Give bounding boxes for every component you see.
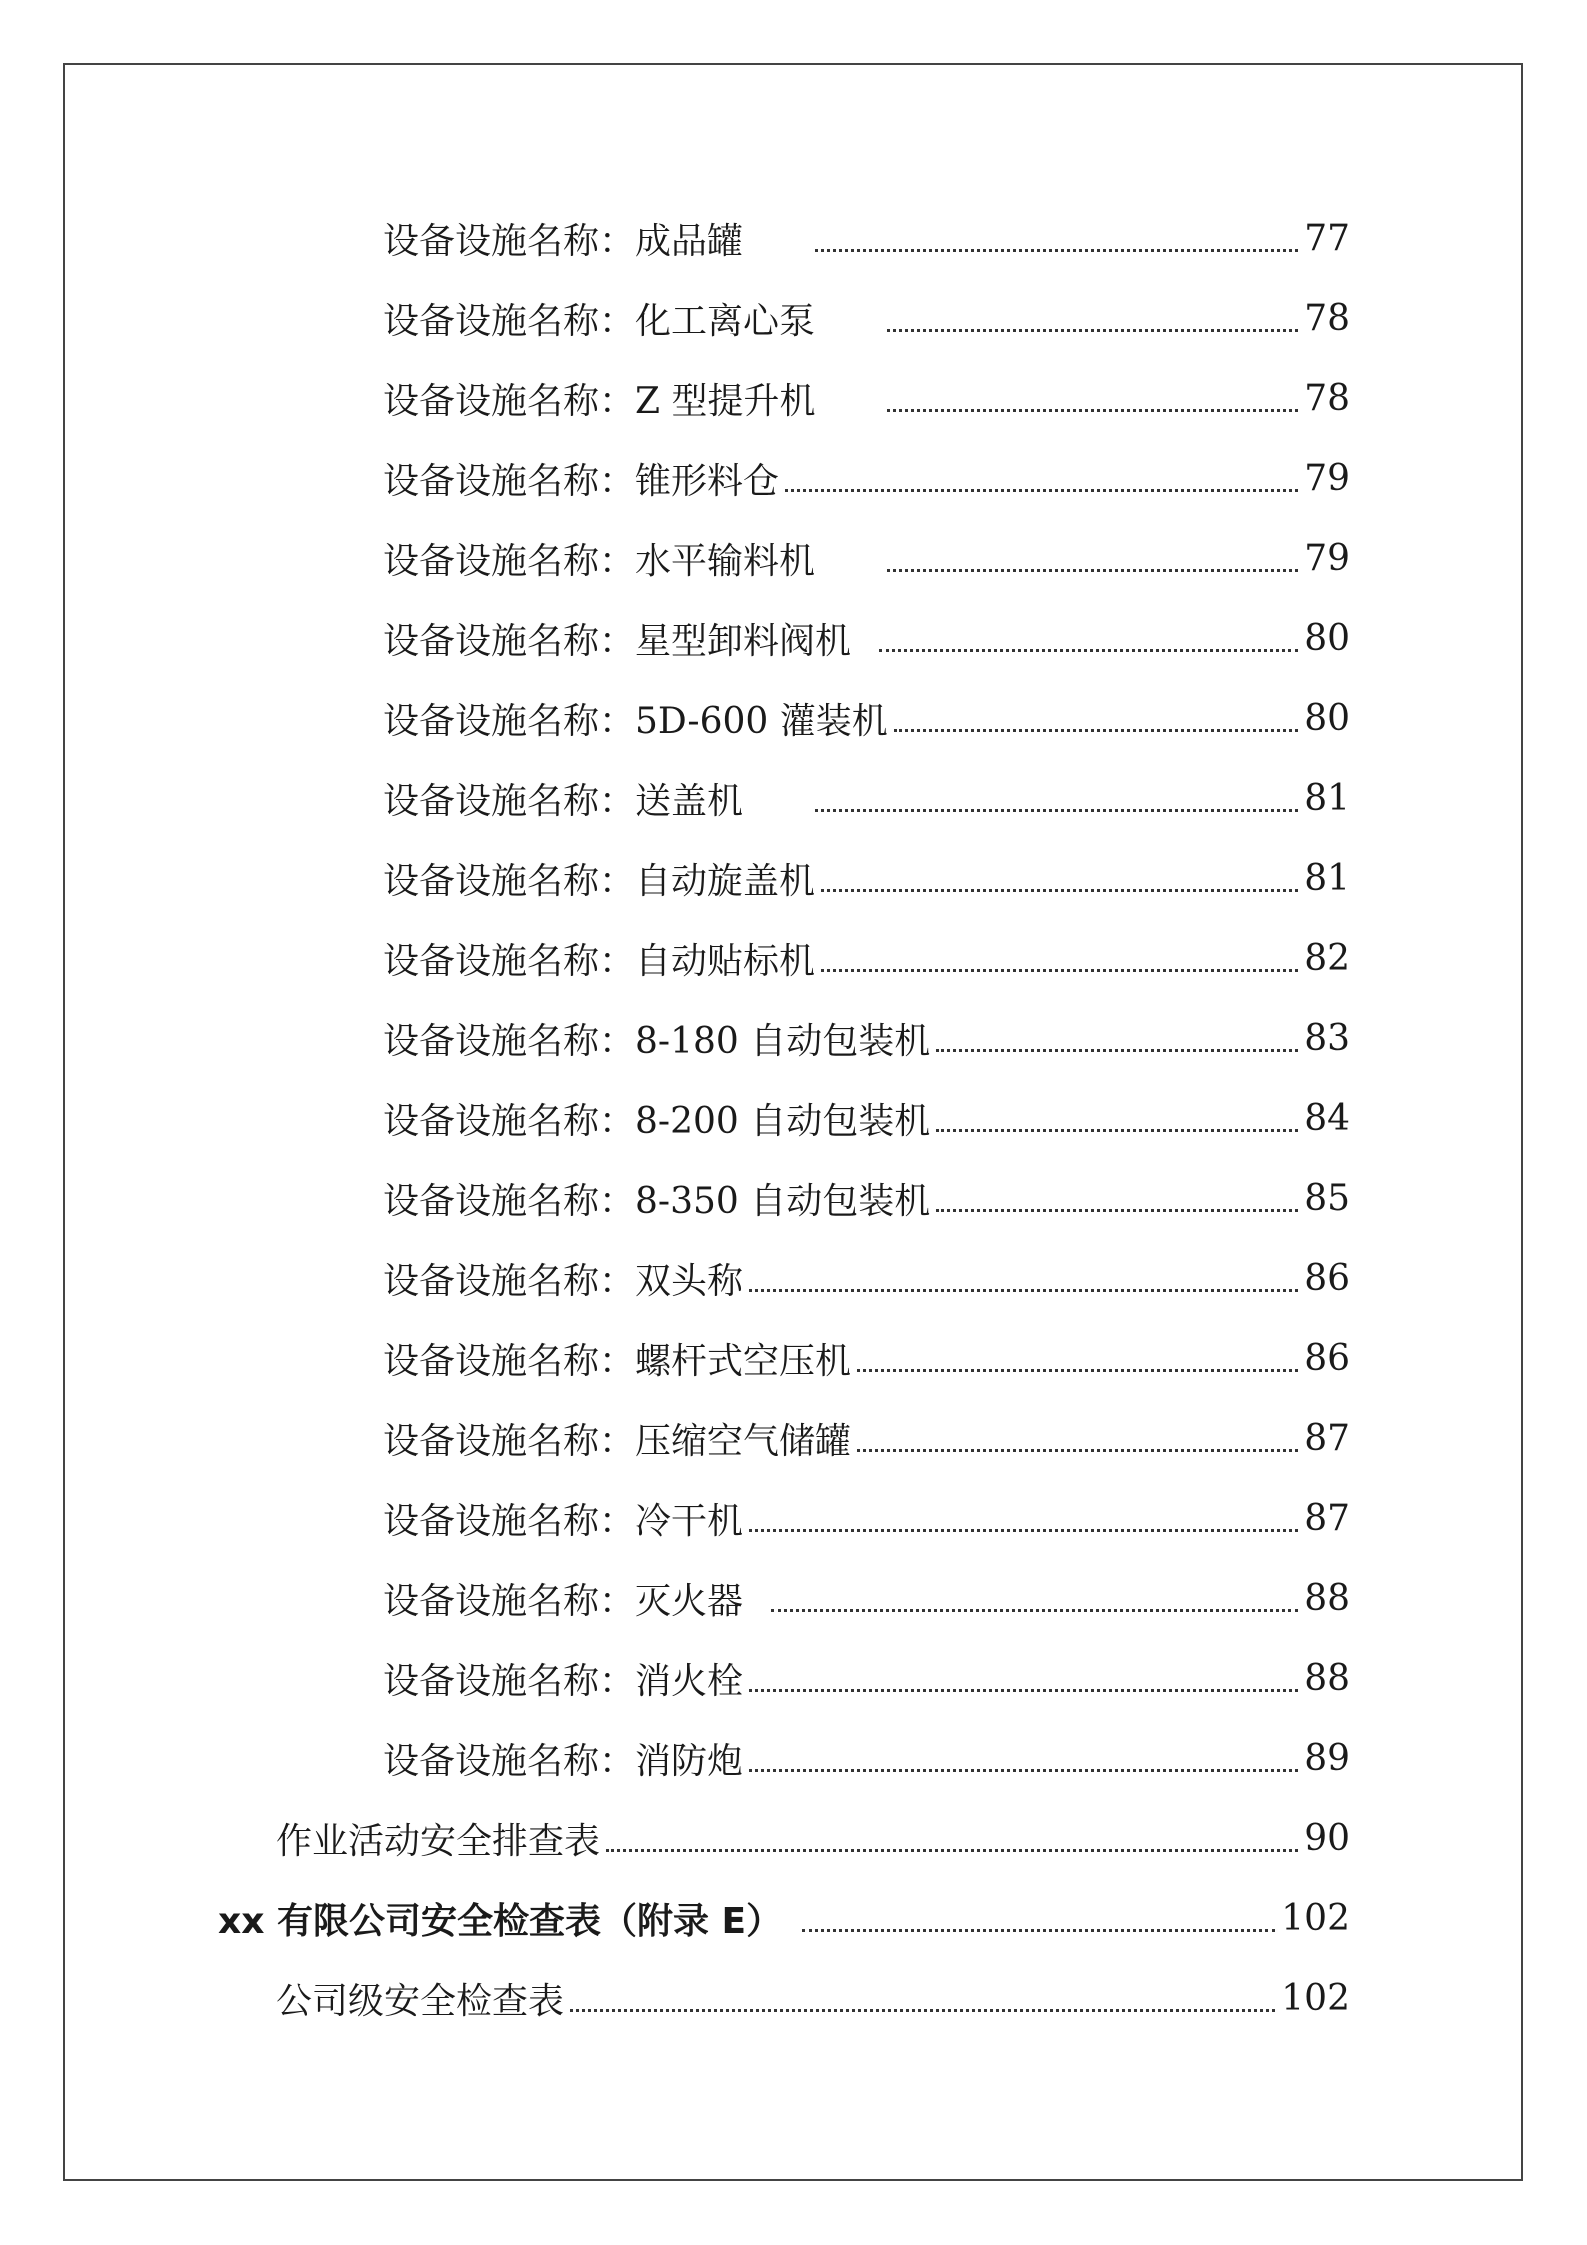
toc-entry[interactable] (383, 1248, 1350, 1308)
dot-leader (749, 1488, 1298, 1548)
toc-page-number: 81 (1304, 777, 1350, 819)
toc-entry-label: 设备设施名称：锥形料仓 (383, 460, 780, 502)
toc-entry[interactable] (383, 528, 1350, 588)
toc-page-number: 83 (1304, 1017, 1350, 1059)
toc-entry-label: 设备设施名称：双头称 (383, 1260, 744, 1302)
toc-entry-label: 设备设施名称：自动旋盖机 (383, 860, 816, 902)
toc-entry-appendix-e[interactable] (218, 1888, 1350, 1948)
toc-entry-label: 设备设施名称：8-350 自动包装机 (383, 1180, 931, 1222)
toc-page-number: 85 (1304, 1177, 1350, 1219)
toc-entry-label: 设备设施名称：冷干机 (383, 1500, 744, 1542)
dot-leader (894, 688, 1298, 748)
toc-page-number: 78 (1304, 297, 1350, 339)
toc-entry[interactable] (383, 368, 1350, 428)
toc-entry-label: 设备设施名称：灭火器 (383, 1580, 744, 1622)
dot-leader (570, 1968, 1275, 2028)
toc-entry-work-activity[interactable] (276, 1808, 1350, 1868)
dot-leader (936, 1008, 1298, 1068)
dot-leader (887, 368, 1298, 428)
toc-page-number: 86 (1304, 1337, 1350, 1379)
toc-entry[interactable] (383, 288, 1350, 348)
toc-page-number: 84 (1304, 1097, 1350, 1139)
toc-entry[interactable] (383, 1008, 1350, 1068)
toc-page-number: 87 (1304, 1497, 1350, 1539)
toc-page-number: 81 (1304, 857, 1350, 899)
toc-entry-label: 设备设施名称：8-200 自动包装机 (383, 1100, 931, 1142)
toc-entry-label: 设备设施名称：化工离心泵 (383, 300, 816, 342)
toc-page-number: 88 (1304, 1657, 1350, 1699)
toc-entry-label: 设备设施名称：8-180 自动包装机 (383, 1020, 931, 1062)
toc-page-number: 77 (1304, 217, 1350, 259)
dot-leader (936, 1088, 1298, 1148)
dot-leader (785, 448, 1298, 508)
dot-leader (821, 848, 1298, 908)
toc-page-number: 102 (1281, 1977, 1350, 2019)
toc-entry[interactable] (383, 1168, 1350, 1228)
toc-entry[interactable] (383, 208, 1350, 268)
toc-entry[interactable] (383, 1488, 1350, 1548)
dot-leader (857, 1408, 1298, 1468)
toc-page-number: 79 (1304, 537, 1350, 579)
toc-entry-label: 公司级安全检查表 (276, 1980, 565, 2022)
toc-entry-label: 作业活动安全排查表 (276, 1820, 601, 1862)
dot-leader (606, 1808, 1298, 1868)
toc-entry[interactable] (383, 448, 1350, 508)
toc-entry-label: 设备设施名称：成品罐 (383, 220, 744, 262)
toc-entry[interactable] (383, 848, 1350, 908)
dot-leader (879, 608, 1298, 668)
toc-page-number: 80 (1304, 697, 1350, 739)
toc-entry-label: xx 有限公司安全检查表（附录 E） (218, 1900, 783, 1942)
toc-entry[interactable] (383, 1088, 1350, 1148)
toc-page-number: 78 (1304, 377, 1350, 419)
toc-entry[interactable] (383, 1648, 1350, 1708)
dot-leader (815, 768, 1298, 828)
toc-page-number: 79 (1304, 457, 1350, 499)
dot-leader (857, 1328, 1298, 1388)
toc-entry[interactable] (383, 1728, 1350, 1788)
toc-page-number: 90 (1304, 1817, 1350, 1859)
toc-entry-label: 设备设施名称：星型卸料阀机 (383, 620, 852, 662)
toc-entry-label: 设备设施名称：送盖机 (383, 780, 744, 822)
dot-leader (749, 1728, 1298, 1788)
dot-leader (802, 1888, 1275, 1948)
dot-leader (887, 528, 1298, 588)
toc-page-number: 102 (1281, 1897, 1350, 1939)
toc-page-number: 87 (1304, 1417, 1350, 1459)
toc-entry[interactable] (383, 608, 1350, 668)
toc-entry[interactable] (383, 1568, 1350, 1628)
toc-entry-label: 设备设施名称：5D-600 灌装机 (383, 700, 888, 742)
dot-leader (821, 928, 1298, 988)
toc-page-number: 86 (1304, 1257, 1350, 1299)
dot-leader (936, 1168, 1298, 1228)
toc-page-number: 88 (1304, 1577, 1350, 1619)
dot-leader (887, 288, 1298, 348)
toc-entry-label: 设备设施名称：螺杆式空压机 (383, 1340, 852, 1382)
dot-leader (815, 208, 1298, 268)
toc-page-number: 89 (1304, 1737, 1350, 1779)
dot-leader (749, 1648, 1298, 1708)
toc-entry[interactable] (383, 928, 1350, 988)
toc-entry-label: 设备设施名称：Z 型提升机 (383, 380, 816, 422)
dot-leader (771, 1568, 1298, 1628)
toc-entry-label: 设备设施名称：自动贴标机 (383, 940, 816, 982)
toc-entry-company-level[interactable] (276, 1968, 1350, 2028)
toc-page-number: 80 (1304, 617, 1350, 659)
toc-entry-label: 设备设施名称：水平输料机 (383, 540, 816, 582)
toc-entry-label: 设备设施名称：消防炮 (383, 1740, 744, 1782)
toc-page-number: 82 (1304, 937, 1350, 979)
dot-leader (749, 1248, 1298, 1308)
toc-entry-label: 设备设施名称：压缩空气储罐 (383, 1420, 852, 1462)
toc-entry-label: 设备设施名称：消火栓 (383, 1660, 744, 1702)
toc-entry[interactable] (383, 688, 1350, 748)
toc-entry[interactable] (383, 768, 1350, 828)
toc-entry[interactable] (383, 1408, 1350, 1468)
toc-entry[interactable] (383, 1328, 1350, 1388)
